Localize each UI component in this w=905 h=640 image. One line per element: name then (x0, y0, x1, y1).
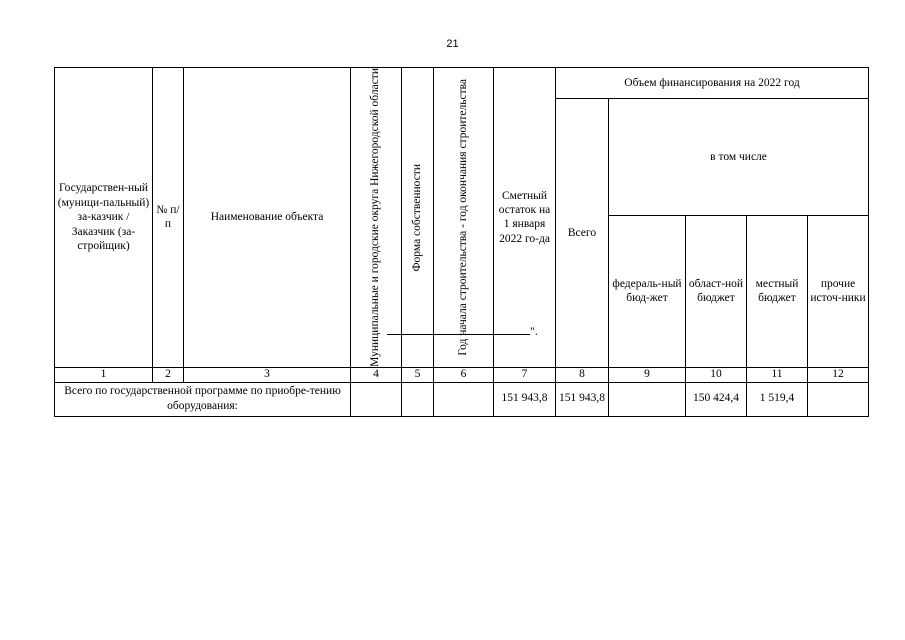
closing-underline (387, 323, 530, 335)
closing-line-block (387, 323, 538, 338)
header-regional-budget: област-ной бюджет (686, 215, 747, 367)
column-number-8: 8 (556, 367, 609, 382)
header-funding-group: Объем финансирования на 2022 год (556, 68, 869, 99)
column-number-7: 7 (494, 367, 556, 382)
header-estimated-balance: Сметный остаток на 1 января 2022 го-да (494, 68, 556, 368)
header-local-budget: местный бюджет (747, 215, 808, 367)
header-municipality: Муниципальные и городские округа Нижегородской области (369, 68, 382, 367)
header-ownership-form: Форма собственности (410, 163, 423, 272)
total-row-years (434, 382, 494, 416)
column-number-1: 1 (55, 367, 153, 382)
header-other-sources: прочие источ-ники (808, 215, 869, 367)
column-number-5: 5 (402, 367, 434, 382)
column-number-10: 10 (686, 367, 747, 382)
total-row-local-budget: 1 519,4 (747, 382, 808, 416)
total-row-estimated-balance: 151 943,8 (494, 382, 556, 416)
column-number-12: 12 (808, 367, 869, 382)
column-number-6: 6 (434, 367, 494, 382)
header-number: № п/п (153, 68, 184, 368)
header-total: Всего (556, 99, 609, 368)
column-number-2: 2 (153, 367, 184, 382)
header-federal-budget: федераль-ный бюд-жет (609, 215, 686, 367)
header-object-name: Наименование объекта (184, 68, 351, 368)
total-row-other-sources (808, 382, 869, 416)
total-row-regional-budget: 150 424,4 (686, 382, 747, 416)
total-row (55, 382, 869, 416)
header-construction-years: Год начала строительства - год окончания строительства (456, 79, 469, 356)
column-number-3: 3 (184, 367, 351, 382)
header-including: в том числе (609, 99, 869, 216)
header-customer: Государствен-ный (муници-пальный) за-казчик / Заказчик (за-стройщик) (55, 68, 153, 368)
column-number-11: 11 (747, 367, 808, 382)
total-row-municipality (351, 382, 402, 416)
total-row-total: 151 943,8 (556, 382, 609, 416)
total-row-label: Всего по государственной программе по приобре-тению оборудования: (55, 382, 351, 416)
funding-table (54, 67, 869, 417)
total-row-ownership (402, 382, 434, 416)
page-number: 21 (446, 38, 459, 50)
closing-quote-mark: ". (530, 324, 538, 338)
total-row-federal-budget (609, 382, 686, 416)
column-number-4: 4 (351, 367, 402, 382)
column-number-9: 9 (609, 367, 686, 382)
